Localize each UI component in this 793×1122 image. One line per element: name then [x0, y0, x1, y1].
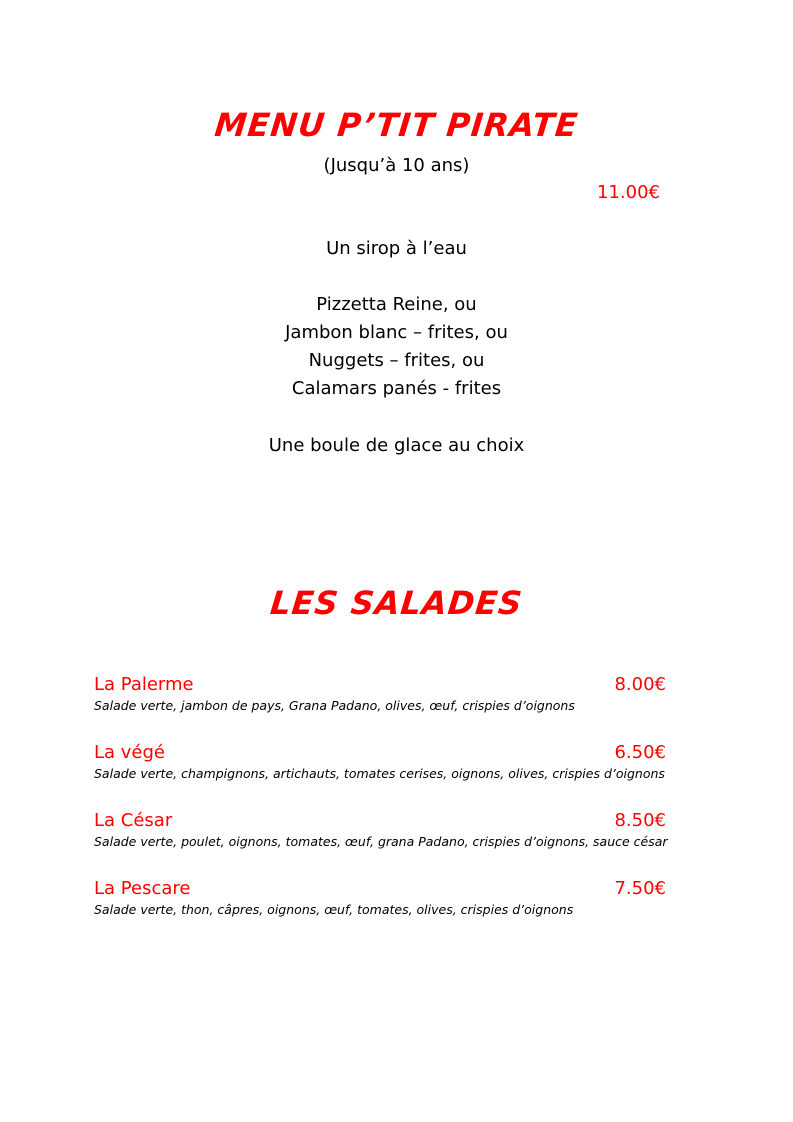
kids-menu-title: MENU P’TIT PIRATE: [212, 106, 581, 144]
salads-section-title: LES SALADES: [268, 584, 525, 622]
kids-menu-main-option: Pizzetta Reine, ou: [316, 294, 477, 315]
salad-name: La César: [94, 810, 173, 831]
salad-description: Salade verte, poulet, oignons, tomates, œuf, grana Padano, crispies d’oignons, sauce césar: [94, 834, 668, 849]
salad-item: [94, 673, 666, 715]
kids-menu-price: 11.00€: [597, 182, 660, 203]
salad-price: 8.50€: [614, 810, 666, 831]
salad-price: 7.50€: [614, 878, 666, 899]
salad-description: Salade verte, champignons, artichauts, tomates cerises, oignons, olives, crispies d’oignons: [94, 766, 665, 781]
salad-item: [94, 741, 666, 783]
kids-menu-age-limit: (Jusqu’à 10 ans): [323, 155, 470, 176]
kids-menu-main-option: Calamars panés - frites: [291, 378, 502, 399]
salad-header: [94, 741, 666, 765]
salad-header: [94, 877, 666, 901]
salad-header: [94, 673, 666, 697]
kids-menu-dessert: Une boule de glace au choix: [268, 435, 525, 456]
kids-menu-main-option: Nuggets – frites, ou: [308, 350, 485, 371]
salad-item: [94, 809, 666, 851]
kids-menu-drink: Un sirop à l’eau: [326, 238, 467, 259]
salad-item: [94, 877, 666, 919]
salad-name: La Pescare: [94, 878, 191, 899]
salad-description: Salade verte, jambon de pays, Grana Padano, olives, œuf, crispies d’oignons: [94, 698, 575, 713]
salad-name: La Palerme: [94, 674, 194, 695]
salad-header: [94, 809, 666, 833]
salad-name: La végé: [94, 742, 166, 763]
salad-description: Salade verte, thon, câpres, oignons, œuf, tomates, olives, crispies d’oignons: [94, 902, 574, 917]
kids-menu-main-option: Jambon blanc – frites, ou: [285, 322, 508, 343]
salad-price: 8.00€: [614, 674, 666, 695]
salad-price: 6.50€: [614, 742, 666, 763]
